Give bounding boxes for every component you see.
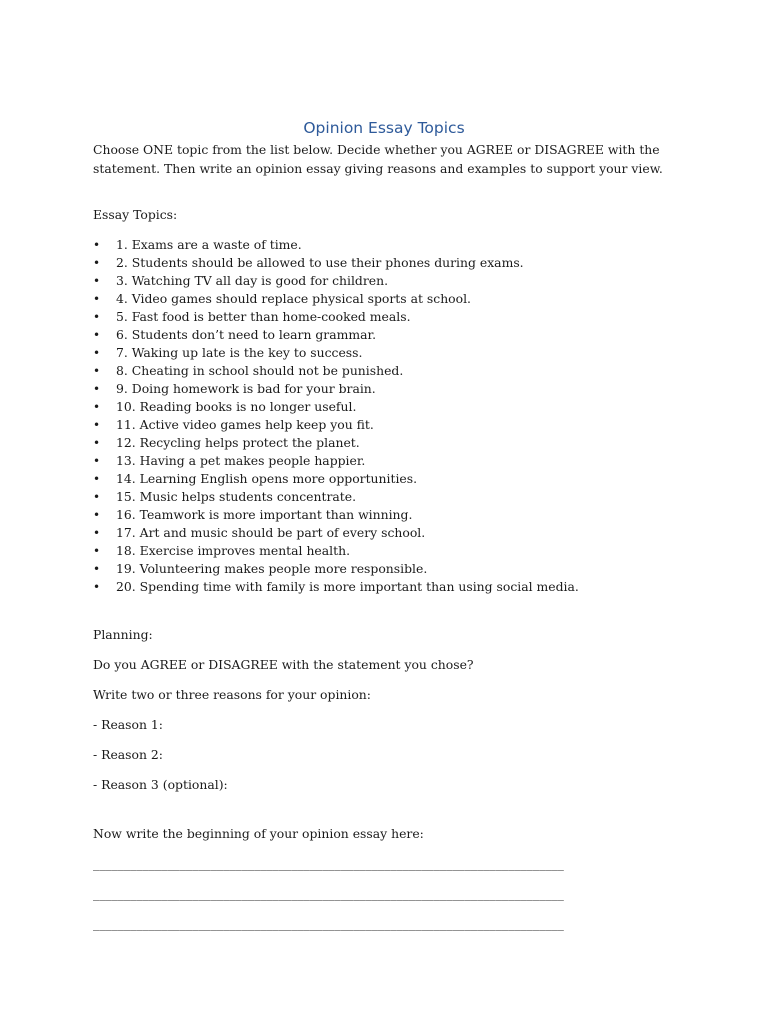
topic-text: 8. Cheating in school should not be punished. xyxy=(116,363,404,378)
bullet-icon: • xyxy=(93,382,101,396)
bullet-icon: • xyxy=(93,292,101,306)
page-title: Opinion Essay Topics xyxy=(303,119,465,137)
reason-1-label: - Reason 1: xyxy=(93,717,163,732)
bullet-icon: • xyxy=(93,400,101,414)
bullet-icon: • xyxy=(93,580,101,594)
bullet-icon: • xyxy=(93,436,101,450)
reasons-prompt: Write two or three reasons for your opinion: xyxy=(93,687,371,702)
bullet-icon: • xyxy=(93,454,101,468)
writing-line-1[interactable]: ____________________________________________________________________________ xyxy=(93,856,564,871)
topic-text: 12. Recycling helps protect the planet. xyxy=(116,435,360,450)
topic-text: 6. Students don’t need to learn grammar. xyxy=(116,327,377,342)
essay-topics-label: Essay Topics: xyxy=(93,207,178,222)
topic-text: 20. Spending time with family is more important than using social media. xyxy=(116,579,579,594)
bullet-icon: • xyxy=(93,472,101,486)
writing-line-2[interactable]: ____________________________________________________________________________ xyxy=(93,886,564,901)
topic-text: 9. Doing homework is bad for your brain. xyxy=(116,381,376,396)
topic-text: 5. Fast food is better than home-cooked meals. xyxy=(116,309,411,324)
instructions-line-1: Choose ONE topic from the list below. Decide whether you AGREE or DISAGREE with the xyxy=(93,142,660,157)
writing-prompt: Now write the beginning of your opinion essay here: xyxy=(93,826,424,841)
bullet-icon: • xyxy=(93,256,101,270)
reason-2-label: - Reason 2: xyxy=(93,747,163,762)
bullet-icon: • xyxy=(93,346,101,360)
bullet-icon: • xyxy=(93,508,101,522)
topic-text: 16. Teamwork is more important than winning. xyxy=(116,507,413,522)
topic-text: 14. Learning English opens more opportunities. xyxy=(116,471,418,486)
topic-text: 19. Volunteering makes people more responsible. xyxy=(116,561,428,576)
topic-text: 15. Music helps students concentrate. xyxy=(116,489,357,504)
writing-line-3[interactable]: ____________________________________________________________________________ xyxy=(93,916,564,931)
topic-text: 11. Active video games help keep you fit. xyxy=(116,417,374,432)
bullet-icon: • xyxy=(93,526,101,540)
topic-text: 4. Video games should replace physical sports at school. xyxy=(116,291,471,306)
bullet-icon: • xyxy=(93,364,101,378)
topic-text: 3. Watching TV all day is good for children. xyxy=(116,273,389,288)
bullet-icon: • xyxy=(93,310,101,324)
bullet-icon: • xyxy=(93,544,101,558)
topic-text: 10. Reading books is no longer useful. xyxy=(116,399,357,414)
bullet-icon: • xyxy=(93,418,101,432)
bullet-icon: • xyxy=(93,490,101,504)
instructions-line-2: statement. Then write an opinion essay giving reasons and examples to support your view. xyxy=(93,161,663,176)
topic-text: 1. Exams are a waste of time. xyxy=(116,237,302,252)
reason-3-label: - Reason 3 (optional): xyxy=(93,777,228,792)
planning-label: Planning: xyxy=(93,627,153,642)
topic-text: 2. Students should be allowed to use their phones during exams. xyxy=(116,255,524,270)
topic-text: 7. Waking up late is the key to success. xyxy=(116,345,363,360)
topic-text: 13. Having a pet makes people happier. xyxy=(116,453,366,468)
topic-text: 17. Art and music should be part of every school. xyxy=(116,525,426,540)
bullet-icon: • xyxy=(93,328,101,342)
topic-text: 18. Exercise improves mental health. xyxy=(116,543,351,558)
bullet-icon: • xyxy=(93,274,101,288)
bullet-icon: • xyxy=(93,562,101,576)
bullet-icon: • xyxy=(93,238,101,252)
instructions xyxy=(93,140,673,178)
planning-question: Do you AGREE or DISAGREE with the statement you chose? xyxy=(93,657,474,672)
